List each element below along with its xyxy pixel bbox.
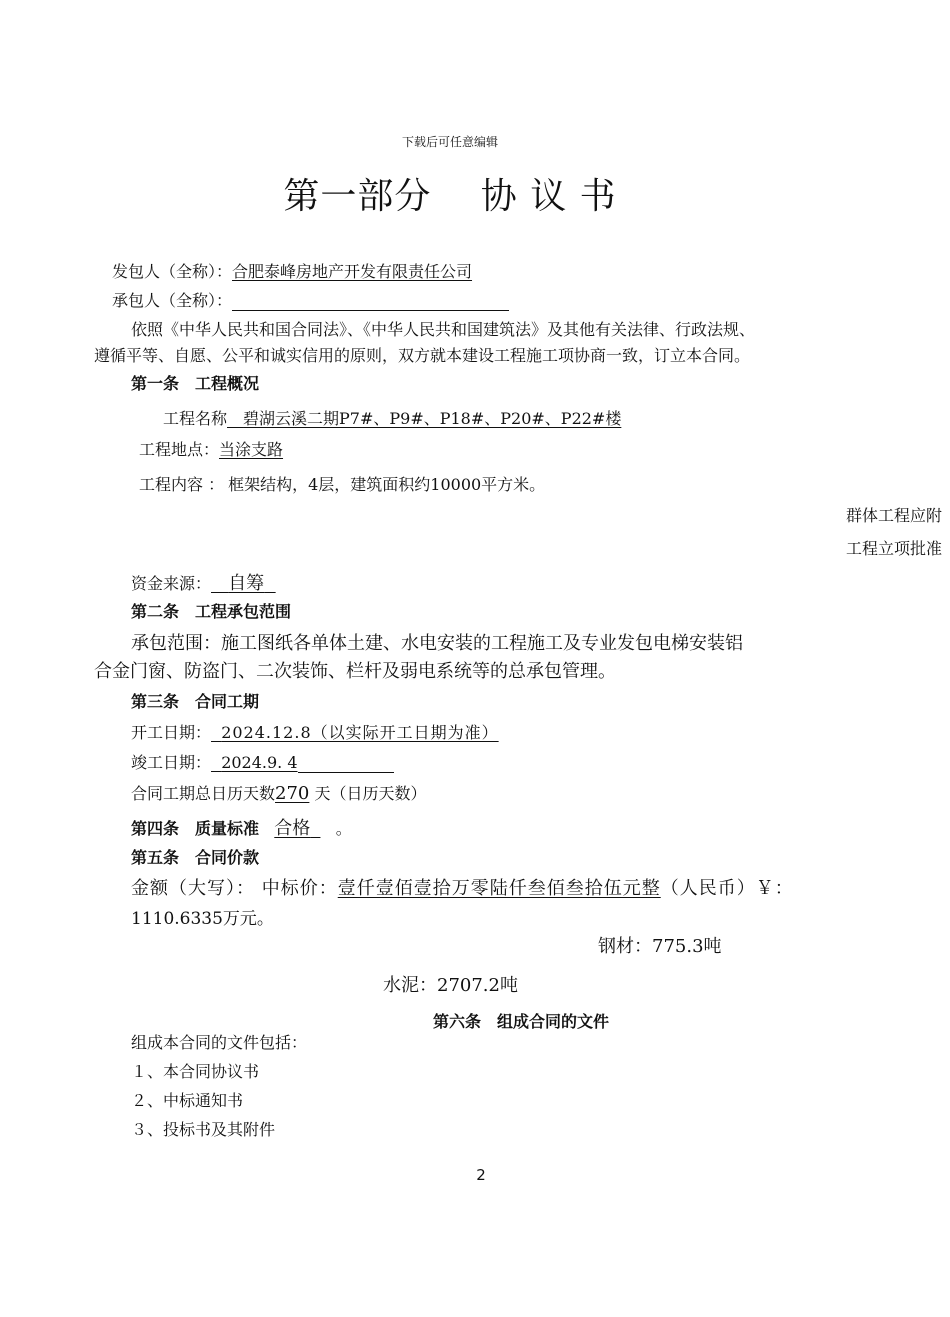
article4-heading: 第四条 质量标准 [131, 819, 260, 838]
employer-label: 发包人（全称）： [112, 262, 233, 281]
document-item-1: １、本合同协议书 [131, 1062, 260, 1081]
project-content-label: 工程内容 ： [139, 475, 225, 494]
quality-suffix: 。 [335, 819, 352, 838]
funding-value: 自筹 [228, 573, 265, 594]
project-name-value: 碧湖云溪二期P7#、P9#、P18#、P20#、P22#楼 [243, 409, 622, 428]
steel-quantity: 钢材：775.3吨 [598, 936, 722, 957]
contractor-line [112, 288, 509, 311]
article2-heading: 第二条 工程承包范围 [131, 602, 292, 621]
project-site-value: 当涂支路 [219, 440, 284, 459]
duration-label: 合同工期总日历天数 [131, 784, 276, 803]
quality-value: 合格 [274, 818, 311, 839]
duration-line [131, 781, 426, 804]
amount-line [131, 874, 794, 900]
amount-label: 金额（大写）： 中标价： [131, 878, 338, 899]
side-note-2: 工程立项批准 [846, 539, 943, 558]
start-date-label: 开工日期： [131, 723, 212, 742]
duration-value: 270 [275, 783, 310, 804]
funding-label: 资金来源： [131, 574, 212, 593]
intro-line-2: 遵循平等、自愿、公平和诚实信用的原则，双方就本建设工程施工项协商一致，订立本合同。 [94, 346, 751, 365]
employer-value: 合肥泰峰房地产开发有限责任公司 [232, 262, 473, 281]
header-note: 下载后可任意编辑 [401, 135, 498, 149]
contractor-blank [232, 292, 509, 311]
contractor-label: 承包人（全称）： [112, 291, 233, 310]
documents-intro: 组成本合同的文件包括： [131, 1033, 308, 1052]
employer-line [112, 259, 472, 282]
document-item-3: ３、投标书及其附件 [131, 1120, 276, 1139]
funding-line [131, 569, 276, 595]
end-date-blank [298, 756, 394, 773]
project-content-value: 框架结构，4层，建筑面积约10000平方米。 [228, 475, 546, 494]
amount-words: 壹仟壹佰壹拾万零陆仟叁佰叁拾伍元整 [337, 878, 661, 899]
scope-line-1: 承包范围：施工图纸各单体土建、水电安装的工程施工及专业发包电梯安装铝 [131, 633, 743, 654]
project-name-label: 工程名称 [163, 409, 228, 428]
end-date-value: 2024.9. 4 [221, 753, 298, 772]
scope-line-2: 合金门窗、防盗门、二次装饰、栏杆及弱电系统等的总承包管理。 [94, 661, 616, 682]
end-date-label: 竣工日期： [131, 753, 212, 772]
quality-line [131, 814, 352, 840]
side-note-1: 群体工程应附 [846, 506, 943, 525]
start-date-line [131, 720, 499, 743]
article3-heading: 第三条 合同工期 [131, 692, 260, 711]
end-date-line [131, 750, 394, 773]
amount-rmb: （人民币）￥： [660, 878, 794, 899]
project-content-line [139, 472, 545, 495]
project-site-line [139, 437, 283, 460]
amount-number: 1110.6335万元。 [131, 909, 274, 929]
page-title: 第一部分 协 议 书 [283, 176, 617, 217]
document-item-2: ２、中标通知书 [131, 1091, 244, 1110]
article1-heading: 第一条 工程概况 [131, 374, 260, 393]
cement-quantity: 水泥：2707.2吨 [383, 975, 518, 996]
start-date-value: 2024.12.8（以实际开工日期为准） [221, 723, 499, 742]
article5-heading: 第五条 合同价款 [131, 848, 260, 867]
article6-heading: 第六条 组成合同的文件 [433, 1012, 610, 1031]
project-name-line [163, 406, 621, 429]
project-site-label: 工程地点： [139, 440, 220, 459]
duration-suffix: 天（日历天数） [314, 784, 427, 803]
intro-line-1: 依照《中华人民共和国合同法》、《中华人民共和国建筑法》及其他有关法律、行政法规、 [131, 320, 756, 339]
page-number: 2 [476, 1166, 486, 1184]
